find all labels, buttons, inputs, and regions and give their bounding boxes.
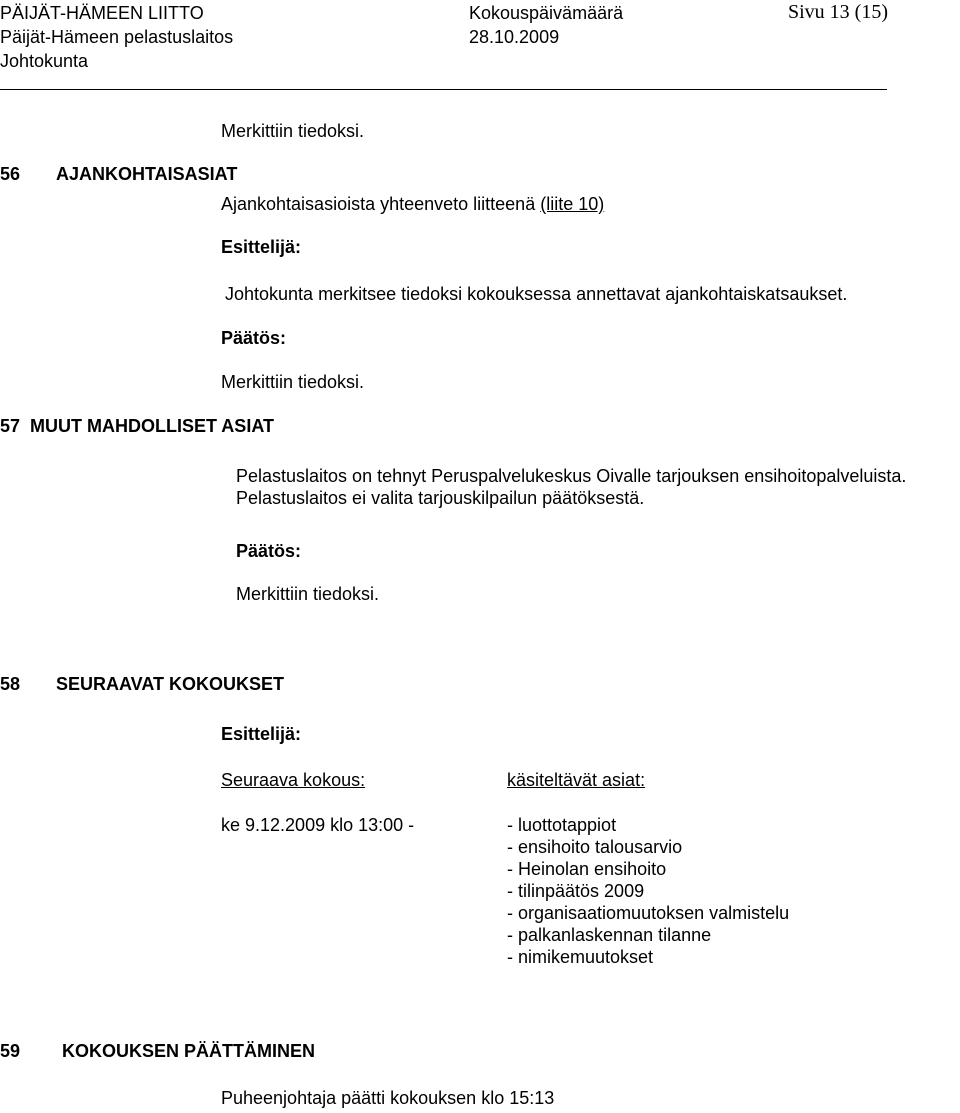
section-56-decision-label: Päätös: [221, 328, 287, 348]
section-56-presenter-label: Esittelijä: [221, 237, 302, 257]
section-56-text [221, 193, 604, 215]
next-meeting-label: Seuraava kokous: [221, 770, 366, 790]
section-57-line-1: Pelastuslaitos on tehnyt Peruspalvelukeskus Oivalle tarjouksen ensihoitopalveluista. [236, 466, 907, 486]
header-divider [0, 89, 887, 90]
section-56-text-prefix: Ajankohtaisasioista yhteenveto liitteenä [221, 194, 541, 214]
topic-item: - tilinpäätös 2009 [507, 881, 645, 901]
section-57-decision-text: Merkittiin tiedoksi. [236, 584, 380, 604]
section-59-text: Puheenjohtaja päätti kokouksen klo 15:13 [221, 1088, 555, 1108]
section-57-line-2: Pelastuslaitos ei valita tarjouskilpailun päätöksestä. [236, 488, 645, 508]
meeting-time: ke 9.12.2009 klo 13:00 - [221, 815, 415, 835]
section-59-number: 59 [0, 1041, 21, 1061]
topic-item: - Heinolan ensihoito [507, 859, 667, 879]
topic-item: - nimikemuutokset [507, 947, 654, 967]
previous-decision-text: Merkittiin tiedoksi. [221, 121, 365, 141]
section-57-decision-label: Päätös: [236, 541, 302, 561]
header-org: PÄIJÄT-HÄMEEN LIITTO [0, 3, 204, 23]
topic-item: - luottotappiot [507, 815, 617, 835]
section-58-title: SEURAAVAT KOKOUKSET [56, 674, 285, 694]
section-56-number: 56 [0, 164, 21, 184]
section-57-title: MUUT MAHDOLLISET ASIAT [30, 416, 274, 436]
header-date: 28.10.2009 [469, 27, 560, 47]
topics-label: käsiteltävät asiat: [507, 770, 646, 790]
topic-item: - palkanlaskennan tilanne [507, 925, 712, 945]
section-56-decision-text: Merkittiin tiedoksi. [221, 372, 365, 392]
section-56-attachment-link[interactable]: (liite 10) [540, 194, 605, 214]
section-56-title: AJANKOHTAISASIAT [56, 164, 238, 184]
section-59-title: KOKOUKSEN PÄÄTTÄMINEN [62, 1041, 316, 1061]
section-58-number: 58 [0, 674, 21, 694]
section-57-number: 57 [0, 416, 21, 436]
section-58-presenter-label: Esittelijä: [221, 724, 302, 744]
header-date-label: Kokouspäivämäärä [469, 3, 624, 23]
header-body: Johtokunta [0, 51, 89, 71]
section-56-proposal: Johtokunta merkitsee tiedoksi kokouksessa annettavat ajankohtaiskatsaukset. [225, 284, 848, 304]
header-dept: Päijät-Hämeen pelastuslaitos [0, 27, 234, 47]
header-page-number: Sivu 13 (15) [788, 1, 888, 23]
topic-item: - ensihoito talousarvio [507, 837, 683, 857]
topic-item: - organisaatiomuutoksen valmistelu [507, 903, 790, 923]
topics-list [507, 814, 789, 968]
